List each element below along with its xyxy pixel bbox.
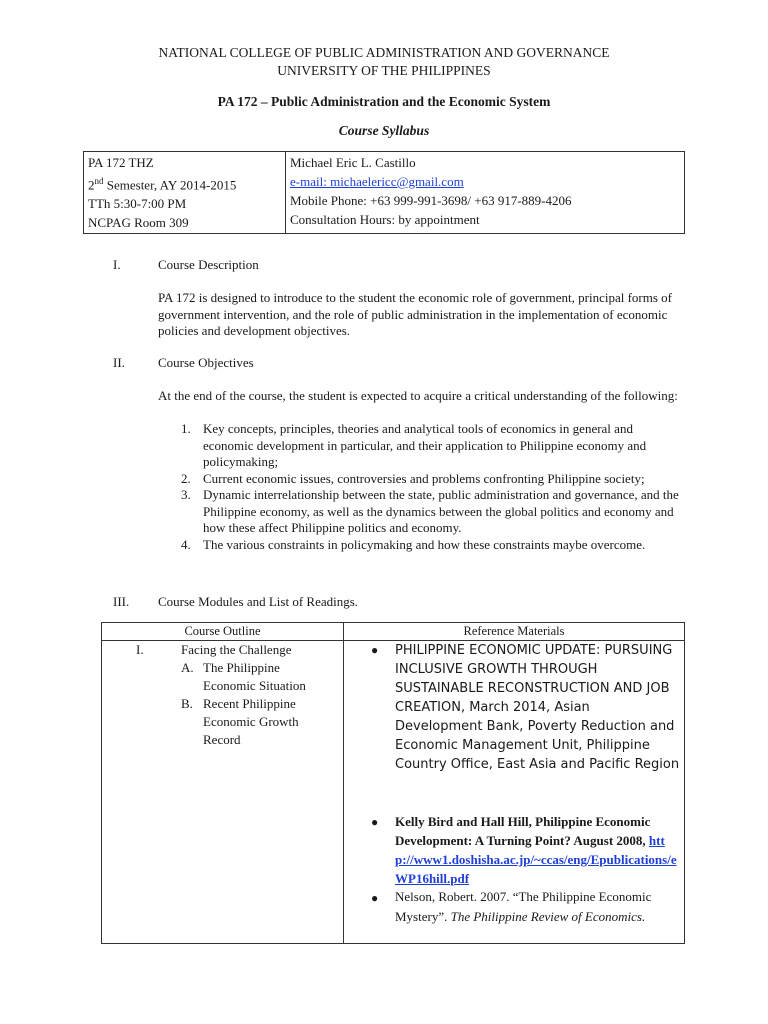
column-header-references: Reference Materials	[344, 623, 685, 641]
sub-a-number: A.	[181, 660, 194, 675]
reference-2-link[interactable]: http://www1.doshisha.ac.jp/~ccas/eng/Epublications/eWP16hill.pdf	[395, 833, 677, 886]
bullet-icon: ●	[371, 815, 379, 829]
document-type: Course Syllabus	[338, 123, 430, 138]
course-code: PA 172 THZ	[88, 155, 154, 170]
reference-1: PHILIPPINE ECONOMIC UPDATE: PURSUING INCLUSIVE GROWTH THROUGH SUSTAINABLE RECONSTRUCTION AND JOB CREATION, March 2014, Asian Development Bank, Poverty Reduction and Economic Management Unit, Philippine Country Office, East Asia and Pacific Region	[395, 643, 680, 772]
instructor-name: Michael Eric L. Castillo	[290, 155, 416, 170]
course-description: PA 172 is designed to introduce to the student the economic role of government, principal forms of government intervention, and the role of public administration in the implementation of economic policies and development objectives.	[158, 290, 673, 338]
section-3-number: III.	[113, 594, 130, 609]
objectives-list	[181, 421, 681, 553]
section-1-title: Course Description	[158, 257, 259, 272]
reference-2: Kelly Bird and Hall Hill, Philippine Economic Development: A Turning Point? August 2008, http://www1.doshisha.ac.jp/~ccas/eng/Epublications/eWP16hill.pdf	[395, 814, 677, 886]
sub-a-title: The Philippine Economic Situation	[203, 660, 306, 693]
instructor-phone: Mobile Phone: +63 999-991-3698/ +63 917-889-4206	[290, 193, 572, 208]
consultation-hours: Consultation Hours: by appointment	[290, 212, 480, 227]
university-name: UNIVERSITY OF THE PHILIPPINES	[277, 63, 491, 78]
email-link[interactable]: michaelericc@gmail.com	[330, 174, 464, 189]
sub-b-title: Recent Philippine Economic Growth Record	[203, 696, 299, 747]
section-2-title: Course Objectives	[158, 355, 254, 370]
college-name: NATIONAL COLLEGE OF PUBLIC ADMINISTRATION AND GOVERNANCE	[158, 45, 610, 60]
section-2-number: II.	[113, 355, 125, 370]
objective-item: 3. Dynamic interrelationship between the state, public administration and governance, and the Philippine economy, as well as the dynamics between the global politics and economy and how these affect Philippine politics and economy.	[181, 487, 679, 535]
sub-b-number: B.	[181, 696, 193, 711]
course-info-table	[83, 151, 685, 234]
objectives-intro: At the end of the course, the student is expected to acquire a critical understanding of the following:	[158, 388, 678, 403]
outline-title: Facing the Challenge	[181, 642, 292, 657]
outline-number: I.	[136, 642, 144, 657]
semester: 2nd Semester, AY 2014-2015	[88, 176, 237, 193]
section-3-title: Course Modules and List of Readings.	[158, 594, 359, 609]
objective-item: 1. Key concepts, principles, theories and analytical tools of economics in general and economic development in particular, and their application to Philippine economy and policymaking;	[181, 421, 647, 469]
modules-table	[101, 622, 685, 944]
class-time: TTh 5:30-7:00 PM	[88, 196, 187, 212]
bullet-icon: ●	[371, 891, 379, 905]
section-1-number: I.	[113, 257, 121, 272]
reference-3: Nelson, Robert. 2007. “The Philippine Economic Mystery”. The Philippine Review of Economics.	[395, 889, 652, 924]
class-room: NCPAG Room 309	[88, 215, 189, 231]
objective-item: 4. The various constraints in policymaking and how these constraints maybe overcome.	[181, 536, 646, 552]
bullet-icon: ●	[371, 643, 379, 657]
column-header-outline: Course Outline	[102, 623, 344, 641]
objective-item: 2. Current economic issues, controversies and problems confronting Philippine society;	[181, 470, 645, 486]
instructor-email	[290, 172, 680, 191]
email-label[interactable]: e-mail:	[290, 174, 331, 189]
course-title: PA 172 – Public Administration and the Economic System	[217, 94, 551, 109]
